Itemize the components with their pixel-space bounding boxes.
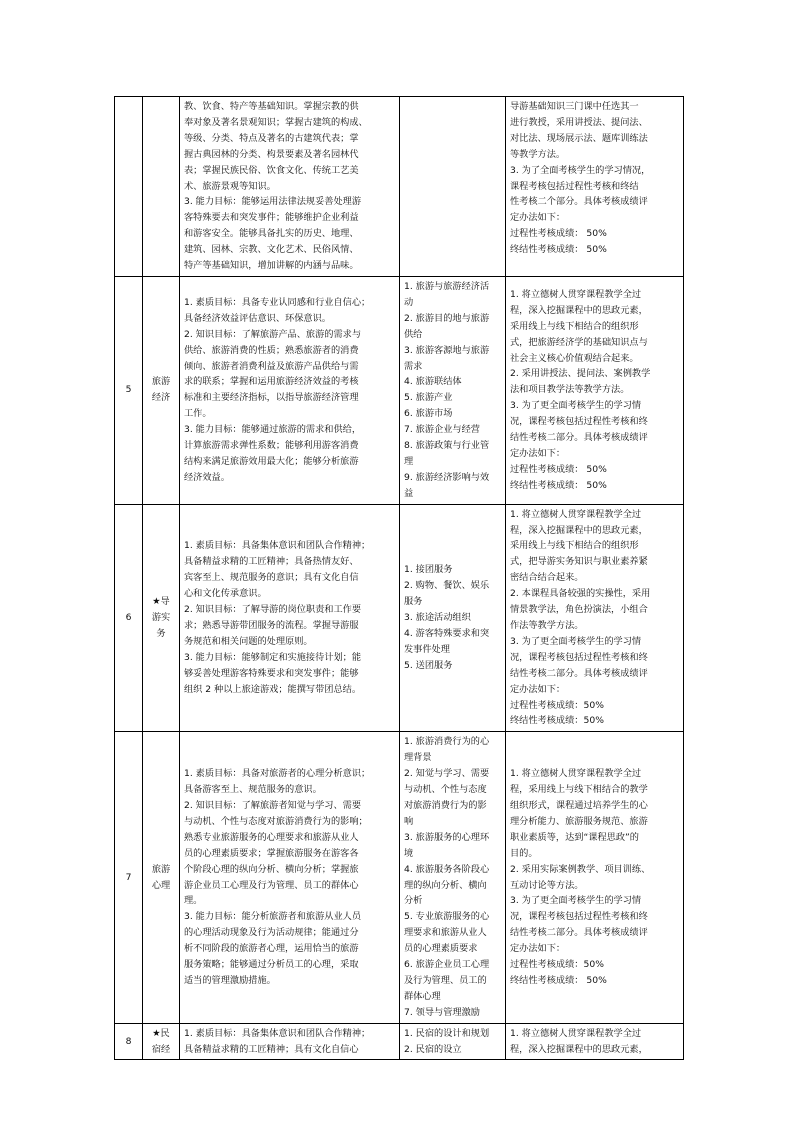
course-objectives-line: 1. 素质目标：具备专业认同感和行业自信心；: [184, 296, 371, 308]
curriculum-table: [114, 96, 684, 1060]
course-content-line: 7. 领导与管理激励: [404, 1006, 480, 1018]
teaching-method-line: 密结合结合起来。: [510, 572, 584, 584]
teaching-method-line: 职业素质等，达到“课程思政”的: [510, 831, 639, 843]
course-objectives: [180, 1023, 400, 1060]
teaching-method-line: 定办法如下：: [510, 212, 566, 224]
course-objectives: [180, 276, 400, 504]
teaching-method-line: 进行教授，采用讲授法、提问法、: [510, 116, 648, 128]
teaching-method-line: 定办法如下：: [510, 447, 566, 459]
teaching-method-line: 1. 将立德树人贯穿课程教学全过: [510, 288, 642, 300]
course-name: [143, 732, 180, 1023]
course-objectives-line: 适当的管理激励措施。: [184, 974, 276, 986]
course-content-line: 2. 旅游目的地与旅游: [404, 312, 490, 324]
course-content-line: 响: [404, 815, 414, 827]
course-content-line: 2. 购物、餐饮、娱乐: [404, 580, 490, 592]
course-content-line: 8. 旅游政策与行业管: [404, 440, 490, 452]
course-content-line: 3. 旅游服务的心理环: [404, 831, 490, 843]
teaching-method-line: 等教学方法。: [510, 148, 566, 160]
course-objectives-line: 求的联系；掌握和运用旅游经济效益的考核: [184, 376, 359, 388]
course-objectives-line: 术、旅游景观等知识。: [184, 180, 276, 192]
course-content: [400, 1023, 506, 1060]
course-content-line: 境: [404, 847, 414, 859]
course-objectives: [180, 732, 400, 1023]
teaching-method-line: 采用线上与线下相结合的组织形: [510, 540, 639, 552]
course-objectives: [180, 504, 400, 732]
course-objectives-line: 等级、分类、特点及著名的古建筑代表；掌: [184, 132, 359, 144]
course-content-line: 分析: [404, 895, 423, 907]
teaching-method-line: 对比法、现场展示法、题库训练法: [510, 132, 648, 144]
course-objectives-line: 务规范和相关问题的处理原则。: [184, 635, 313, 647]
course-content-line: 理背景: [404, 752, 432, 764]
course-content-line: 1. 民宿的设计和规划: [404, 1027, 490, 1039]
course-objectives-line: 具备经济效益评估意识、环保意识。: [184, 312, 331, 324]
course-name-line: ★民: [152, 1027, 170, 1039]
course-content-line: 1. 接团服务: [404, 564, 453, 576]
course-content: [400, 97, 506, 277]
course-objectives-line: 具备精益求精的工匠精神；具有文化自信心: [184, 1043, 359, 1055]
course-content-line: 理要求和旅游从业人: [404, 927, 487, 939]
course-content-line: 5. 旅游产业: [404, 392, 453, 404]
teaching-method-line: 作法等教学方法。: [510, 620, 584, 631]
course-objectives-line: 具备精益求精的工匠精神；具备热情友好、: [184, 556, 359, 568]
curriculum-table-body: [115, 97, 684, 1060]
course-content-line: 4. 旅游联结体: [404, 376, 462, 388]
course-objectives-line: 个阶段心理的纵向分析、横向分析；掌握旅: [184, 863, 359, 875]
course-content-line: 6. 旅游市场: [404, 408, 453, 420]
course-objectives-line: 析不同阶段的旅游者心理，运用恰当的旅游: [184, 943, 359, 955]
teaching-method-line: 性考核二个部分。具体考核成绩评: [510, 196, 648, 208]
course-objectives-line: 握古典园林的分类、构景要素及著名园林代: [184, 148, 359, 160]
teaching-method-line: 况，课程考核包括过程性考核和终: [510, 416, 648, 428]
teaching-method-line: 式，把导游实务知识与职业素养紧: [510, 556, 648, 568]
course-name: [143, 276, 180, 504]
teaching-method-line: 况，课程考核包括过程性考核和终: [510, 651, 648, 663]
course-objectives-line: 1. 素质目标：具备集体意识和团队合作精神；: [184, 540, 371, 552]
teaching-method-line: 终结性考核成绩： 50%: [510, 244, 607, 256]
course-objectives-line: 够妥善处理游客特殊要求和突发事件；能够: [184, 667, 359, 679]
course-content-line: 9. 旅游经济影响与效: [404, 471, 490, 483]
teaching-method-line: 1. 将立德树人贯穿课程教学全过: [510, 768, 642, 780]
course-content: [400, 732, 506, 1023]
course-content-line: 需求: [404, 360, 423, 372]
course-content-line: 7. 旅游企业与经营: [404, 424, 480, 436]
teaching-method-line: 2. 本课程具备较强的实操性，采用: [510, 588, 651, 600]
teaching-method-line: 结性考核二部分。具体考核成绩评: [510, 667, 648, 679]
course-objectives-line: 与动机、个性与态度对旅游消费行为的影响；: [184, 815, 368, 827]
course-content-line: 1. 旅游消费行为的心: [404, 736, 490, 748]
teaching-method-line: 1. 将立德树人贯穿课程教学全过: [510, 508, 642, 520]
teaching-method-line: 程，深入挖掘课程中的思政元素，: [510, 524, 648, 536]
teaching-method-line: 结性考核二部分。具体考核成绩评: [510, 927, 648, 939]
course-content-line: 服务: [404, 596, 423, 608]
course-name: [143, 97, 180, 277]
teaching-method-line: 社会主义核心价值观结合起来。: [510, 352, 639, 364]
teaching-method-line: 课程考核包括过程性考核和终结: [510, 180, 639, 192]
course-objectives-line: 2. 知识目标：了解导游的岗位职责和工作要: [184, 604, 362, 616]
course-content-line: 6. 旅游企业员工心理: [404, 959, 490, 971]
course-objectives-line: 经济效益。: [184, 471, 230, 483]
teaching-method-line: 3. 为了更全面考核学生的学习情: [510, 400, 642, 412]
teaching-method: [506, 1023, 684, 1060]
teaching-method-line: 过程性考核成绩：50%: [510, 699, 604, 711]
teaching-method-line: 程，采用线上与线下相结合的教学: [510, 784, 648, 796]
course-objectives-line: 奉对象及著名景观知识；掌握古建筑的构成、: [184, 116, 368, 128]
teaching-method-line: 终结性考核成绩： 50%: [510, 974, 607, 986]
course-number: 7: [115, 732, 143, 1023]
course-row: [115, 1023, 684, 1060]
course-objectives-line: 表；掌握民族民俗、饮食文化、传统工艺美: [184, 164, 359, 176]
course-name-line: 心理: [151, 879, 171, 891]
course-row: [115, 97, 684, 277]
course-name-line: 旅游: [151, 376, 171, 388]
course-content-line: 5. 送团服务: [404, 659, 453, 671]
teaching-method-line: 过程性考核成绩：50%: [510, 959, 604, 971]
course-objectives-line: 的心理活动现象及行为活动规律；能通过分: [184, 927, 359, 939]
course-content-line: 5. 专业旅游服务的心: [404, 911, 490, 923]
course-row: [115, 732, 684, 1023]
course-objectives-line: 组织 2 种以上旅途游戏；能撰写带团总结。: [184, 683, 362, 695]
course-content-line: 与动机、个性与态度: [404, 784, 487, 796]
teaching-method-line: 组织形式，课程通过培养学生的心: [510, 799, 648, 811]
course-objectives-line: 具备游客至上、规范服务的意识。: [184, 784, 322, 796]
course-objectives-line: 供给、旅游消费的性质；熟悉旅游者的消费: [184, 344, 359, 356]
course-objectives-line: 教、饮食、特产等基础知识。掌握宗教的供: [184, 101, 359, 112]
course-objectives-line: 游企业员工心理及行为管理、员工的群体心: [184, 879, 359, 891]
course-number: 5: [115, 276, 143, 504]
course-objectives-line: 特产等基础知识，增加讲解的内涵与品味。: [184, 260, 359, 272]
course-content-line: 理: [404, 455, 414, 467]
course-content: [400, 504, 506, 732]
course-name-line: 宿经: [151, 1043, 171, 1055]
teaching-method-line: 理分析能力、旅游服务规范、旅游: [510, 815, 648, 827]
course-content-line: 1. 旅游与旅游经济活: [404, 280, 490, 292]
course-content-line: 3. 旅游客源地与旅游: [404, 344, 490, 356]
course-content-line: 群体心理: [404, 990, 441, 1002]
course-objectives-line: 3. 能力目标：能够制定和实施接待计划；能: [184, 651, 362, 663]
course-name-line: 游实: [151, 612, 171, 624]
course-objectives-line: 结构来满足旅游效用最大化；能够分析旅游: [184, 455, 359, 467]
course-objectives-line: 服务策略；能够通过分析员工的心理，采取: [184, 959, 359, 971]
teaching-method-line: 式，把旅游经济学的基础知识点与: [510, 336, 648, 348]
course-content-line: 发事件处理: [404, 643, 450, 655]
teaching-method-line: 2. 采用实际案例教学、项目训练、: [510, 863, 651, 875]
course-objectives-line: 建筑、园林、宗教、文化艺术、民俗风情、: [184, 244, 359, 256]
course-name-line: 经济: [151, 392, 171, 404]
course-row: [115, 276, 684, 504]
course-objectives-line: 心和文化传承意识。: [184, 588, 267, 600]
teaching-method-line: 1. 将立德树人贯穿课程教学全过: [510, 1027, 642, 1039]
course-content-line: 2. 民宿的设立: [404, 1043, 462, 1055]
teaching-method-line: 导游基础知识三门课中任选其一: [510, 101, 639, 112]
teaching-method-line: 目的。: [510, 847, 538, 859]
course-number: 8: [115, 1023, 143, 1060]
course-objectives: [180, 97, 400, 277]
course-content-line: 4. 旅游服务各阶段心: [404, 863, 490, 875]
teaching-method-line: 3. 为了全面考核学生的学习情况，: [510, 164, 651, 176]
course-content-line: 供给: [404, 328, 423, 340]
teaching-method: [506, 97, 684, 277]
course-content-line: 4. 游客特殊要求和突: [404, 627, 490, 639]
course-objectives-line: 3. 能力目标：能够运用法律法规妥善处理游: [184, 196, 362, 208]
teaching-method-line: 过程性考核成绩： 50%: [510, 228, 607, 240]
course-objectives-line: 计算旅游需求弹性系数；能够利用游客消费: [184, 440, 359, 452]
teaching-method-line: 2. 采用讲授法、提问法、案例教学: [510, 368, 651, 380]
teaching-method-line: 过程性考核成绩： 50%: [510, 463, 607, 475]
course-objectives-line: 3. 能力目标：能分析旅游者和旅游从业人员: [184, 911, 362, 923]
course-content-line: 对旅游消费行为的影: [404, 799, 487, 811]
course-name: [143, 1023, 180, 1060]
course-content-line: 2. 知觉与学习、需要: [404, 768, 490, 780]
course-content: [400, 276, 506, 504]
course-content-line: 理的纵向分析、横向: [404, 879, 487, 891]
teaching-method-line: 定办法如下：: [510, 683, 566, 695]
teaching-method-line: 3. 为了更全面考核学生的学习情: [510, 635, 642, 647]
course-name-line: 旅游: [151, 863, 171, 875]
course-objectives-line: 熟悉专业旅游服务的心理要求和旅游从业人: [184, 831, 359, 843]
course-number: 6: [115, 504, 143, 732]
course-objectives-line: 求；熟悉导游带团服务的流程。掌握导游服: [184, 620, 359, 631]
teaching-method-line: 法和项目教学法等教学方法。: [510, 384, 630, 396]
course-objectives-line: 客特殊要去和突发事件；能够维护企业利益: [184, 212, 359, 224]
teaching-method-line: 3. 为了更全面考核学生的学习情: [510, 895, 642, 907]
course-number: [115, 97, 143, 277]
course-row: [115, 504, 684, 732]
course-objectives-line: 1. 素质目标：具备集体意识和团队合作精神；: [184, 1027, 371, 1039]
course-objectives-line: 和游客安全。能够具备扎实的历史、地理、: [184, 228, 359, 240]
teaching-method: [506, 276, 684, 504]
teaching-method-line: 定办法如下：: [510, 943, 566, 955]
teaching-method-line: 程，深入挖掘课程中的思政元素，: [510, 304, 648, 316]
teaching-method-line: 互动讨论等方法。: [510, 879, 584, 891]
course-objectives-line: 理。: [184, 895, 203, 907]
teaching-method-line: 程，深入挖掘课程中的思政元素，: [510, 1043, 648, 1055]
teaching-method-line: 况，课程考核包括过程性考核和终: [510, 911, 648, 923]
course-objectives-line: 倾向、旅游者消费利益及旅游产品供给与需: [184, 360, 359, 372]
course-objectives-line: 3. 能力目标：能够通过旅游的需求和供给，: [184, 424, 362, 436]
course-objectives-line: 宾客至上、规范服务的意识；具有文化自信: [184, 572, 359, 584]
course-objectives-line: 标准和主要经济指标，以指导旅游经济管理: [184, 392, 359, 404]
course-objectives-line: 员的心理素质要求；掌握旅游服务在游客各: [184, 847, 359, 859]
course-name: [143, 504, 180, 732]
teaching-method-line: 结性考核二部分。具体考核成绩评: [510, 432, 648, 444]
teaching-method: [506, 504, 684, 732]
course-objectives-line: 2. 知识目标：了解旅游产品、旅游的需求与: [184, 328, 362, 340]
teaching-method-line: 采用线上与线下相结合的组织形: [510, 320, 639, 332]
teaching-method-line: 情景教学法，角色扮演法，小组合: [510, 604, 648, 616]
course-content-line: 动: [404, 296, 414, 308]
course-objectives-line: 2. 知识目标：了解旅游者知觉与学习、需要: [184, 799, 362, 811]
course-name-line: 务: [156, 627, 166, 639]
course-content-line: 及行为管理、员工的: [404, 974, 487, 986]
course-name-line: ★导: [152, 596, 170, 608]
teaching-method: [506, 732, 684, 1023]
teaching-method-line: 终结性考核成绩：50%: [510, 715, 604, 727]
course-content-line: 3. 旅途活动组织: [404, 612, 471, 624]
course-objectives-line: 工作。: [184, 408, 212, 420]
course-objectives-line: 1. 素质目标：具备对旅游者的心理分析意识；: [184, 768, 371, 780]
course-content-line: 员的心理素质要求: [404, 943, 478, 955]
teaching-method-line: 终结性考核成绩： 50%: [510, 479, 607, 491]
course-content-line: 益: [404, 487, 414, 499]
